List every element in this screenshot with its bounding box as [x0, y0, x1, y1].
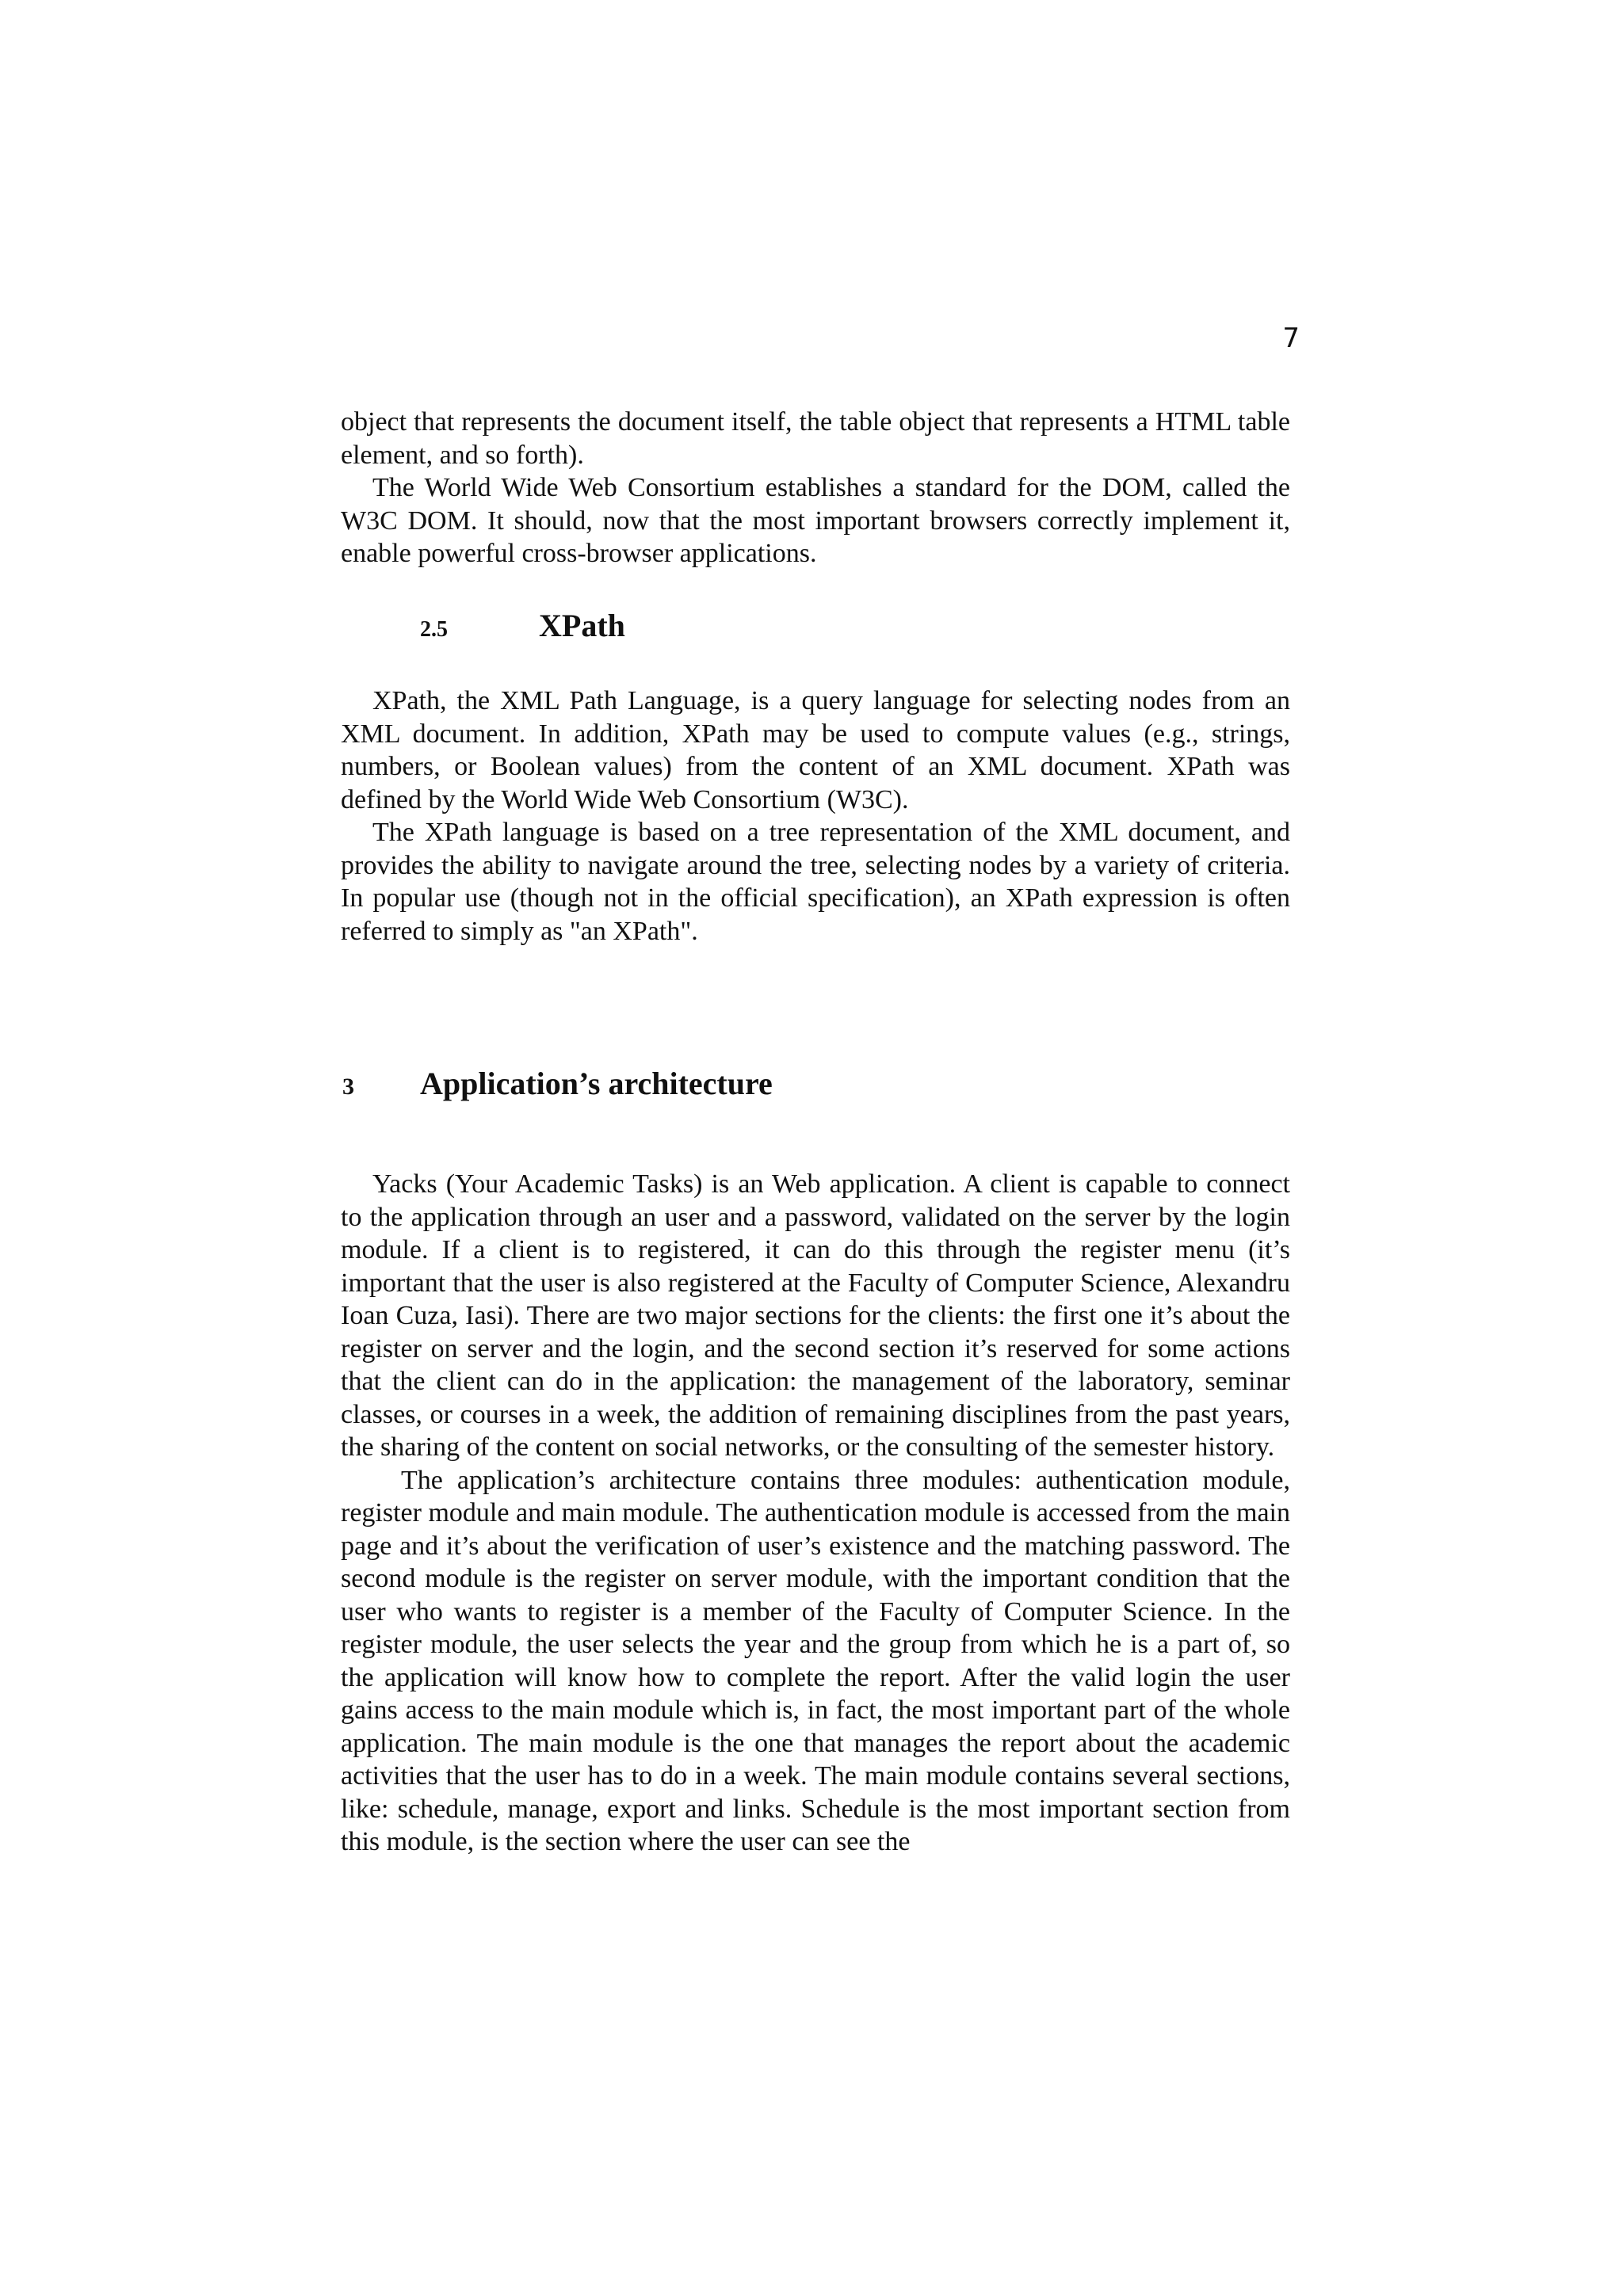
section-3-heading [342, 1065, 773, 1102]
section-2-5-paragraph-2: The XPath language is based on a tree representation of the XML document, and provides the ability to navigate around the tree, selecting nodes by a variety of criteria. In popular use (though not in the official specification), an XPath expression is often referred to simply as "an XPath". [341, 818, 1290, 946]
section-3-paragraph-2: The application’s architecture contains three modules: authentication module, register module and main module. The authentication module is accessed from the main page and it’s about the verification of user’s existence and the matching password. The second module is the register on server module, with the important condition that the user who wants to register is a member of the Faculty of Computer Science. In the register module, the user selects the year and the group from which he is a part of, so the application will know how to complete the report. After the valid login the user gains access to the main module which is, in fact, the most important part of the whole application. The main module is the one that manages the report about the academic activities that the user has to do in a week. The main module contains several sections, like: schedule, manage, export and links. Schedule is the most important section from this module, is the section where the user can see the [341, 1465, 1290, 1856]
page-number: 7 [1282, 322, 1300, 354]
section-2-5-number: 2.5 [420, 617, 448, 642]
section-2-5-body [341, 685, 1290, 948]
section-2-5-title: XPath [539, 608, 625, 643]
intro-text-block [341, 406, 1290, 570]
intro-paragraph-2: The World Wide Web Consortium establishes a standard for the DOM, called the W3C DOM. It should, now that the most important browsers correctly implement it, enable powerful cross-browser applications. [341, 473, 1290, 568]
section-3-paragraph-1: Yacks (Your Academic Tasks) is an Web application. A client is capable to connect to the application through an user and a password, validated on the server by the login module. If a client is to registered, it can do this through the register menu (it’s important that the user is also registered at the Faculty of Computer Science, Alexandru Ioan Cuza, Iasi). There are two major sections for the clients: the first one it’s about the register on server and the login, and the second section it’s reserved for some actions that the client can do in the application: the management of the laboratory, seminar classes, or courses in a week, the addition of remaining disciplines from the past years, the sharing of the content on social networks, or the consulting of the semester history. [341, 1169, 1290, 1462]
section-3-number: 3 [342, 1074, 354, 1100]
section-2-5-paragraph-1: XPath, the XML Path Language, is a query language for selecting nodes from an XML document. In addition, XPath may be used to compute values (e.g., strings, numbers, or Boolean values) from the content of an XML document. XPath was defined by the World Wide Web Consortium (W3C). [341, 686, 1290, 814]
section-2-5-heading [420, 607, 625, 644]
intro-paragraph-1: object that represents the document itself, the table object that represents a HTML table element, and so forth). [341, 407, 1290, 470]
section-3-body [341, 1168, 1290, 1859]
section-3-title: Application’s architecture [420, 1066, 773, 1101]
